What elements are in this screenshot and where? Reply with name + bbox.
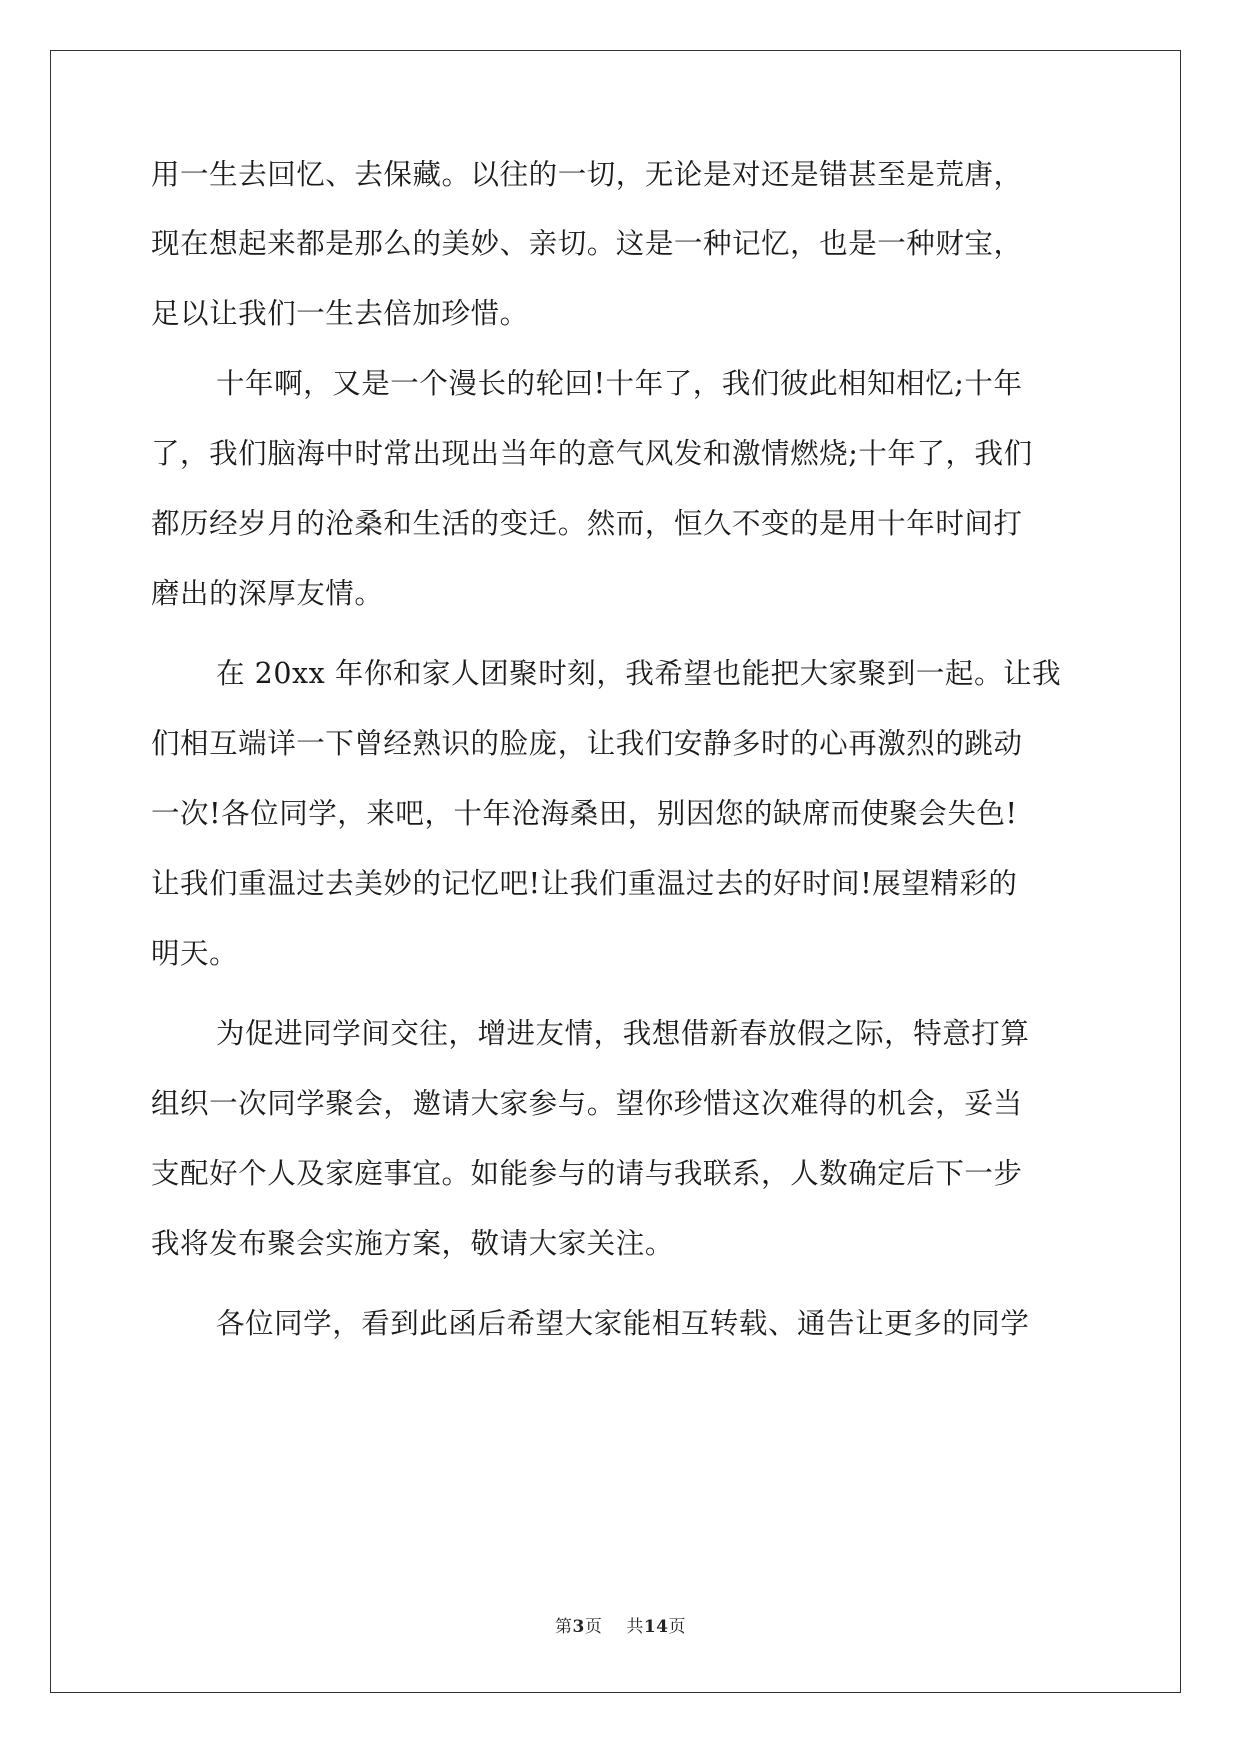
total-prefix: 共 (626, 1617, 644, 1637)
text-line: 都历经岁月的沧桑和生活的变迁。然而，恒久不变的是用十年时间打 (151, 507, 1023, 540)
text-line: 明天。 (151, 937, 239, 970)
text-line: 了，我们脑海中时常出现出当年的意气风发和激情燃烧;十年了，我们 (151, 437, 1033, 470)
text-line: 用一生去回忆、去保藏。以往的一切，无论是对还是错甚至是荒唐， (151, 158, 1023, 191)
text-line: 支配好个人及家庭事宜。如能参与的请与我联系，人数确定后下一步 (151, 1157, 1023, 1190)
text-line: 现在想起来都是那么的美妙、亲切。这是一种记忆，也是一种财宝， (151, 227, 1023, 260)
text-line: 组织一次同学聚会，邀请大家参与。望你珍惜这次难得的机会，妥当 (151, 1087, 1023, 1120)
page-number: 3 (572, 1617, 585, 1637)
text-line: 们相互端详一下曾经熟识的脸庞，让我们安静多时的心再激烈的跳动 (151, 727, 1023, 760)
page-prefix: 第 (554, 1617, 573, 1637)
total-suffix: 页 (668, 1617, 686, 1637)
page-total: 14 (643, 1617, 669, 1637)
page-footer (0, 1612, 1241, 1637)
paragraph-first-line: 在 20xx 年你和家人团聚时刻，我希望也能把大家聚到一起。让我 (216, 657, 1062, 690)
paragraph-first-line: 各位同学，看到此函后希望大家能相互转载、通告让更多的同学 (216, 1307, 1030, 1340)
paragraph-first-line: 为促进同学间交往，增进友情，我想借新春放假之际，特意打算 (216, 1017, 1030, 1050)
text-line: 磨出的深厚友情。 (151, 577, 384, 610)
text-line: 足以让我们一生去倍加珍惜。 (151, 297, 529, 330)
text-line: 我将发布聚会实施方案，敬请大家关注。 (151, 1227, 674, 1260)
text-line: 一次!各位同学，来吧，十年沧海桑田，别因您的缺席而使聚会失色! (151, 797, 1018, 830)
paragraph-first-line: 十年啊，又是一个漫长的轮回!十年了，我们彼此相知相忆;十年 (216, 367, 1023, 400)
page-suffix: 页 (584, 1617, 603, 1637)
text-line: 让我们重温过去美妙的记忆吧!让我们重温过去的好时间!展望精彩的 (151, 867, 1018, 900)
